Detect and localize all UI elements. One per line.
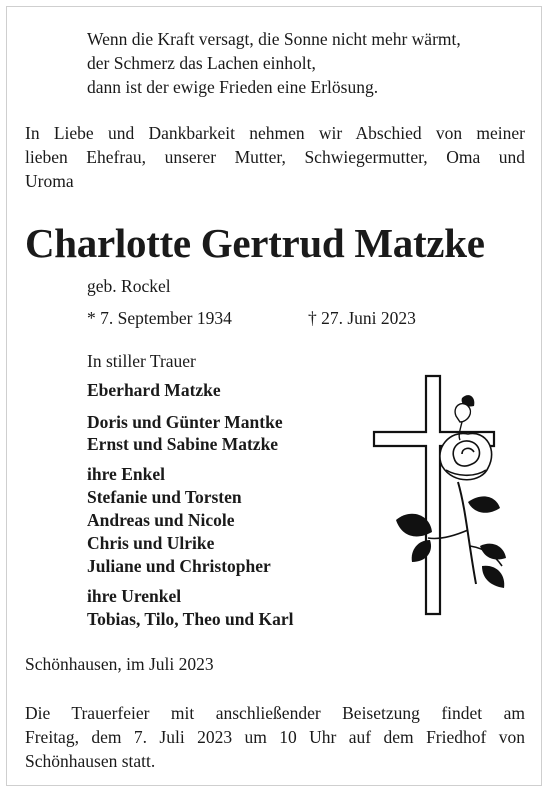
funeral-line-3: Schönhausen statt. (25, 751, 156, 771)
poem-line-2: der Schmerz das Lachen einholt, (87, 53, 316, 73)
intro-line-1: In Liebe und Dankbarkeit nehmen wir Abschied von meiner (25, 123, 525, 143)
poem-line-3: dann ist der ewige Frieden eine Erlösung. (87, 77, 379, 97)
intro-line-2: lieben Ehefrau, unserer Mutter, Schwiegermutter, Oma und (25, 147, 525, 167)
death-date: † 27. Juni 2023 (308, 308, 416, 328)
birth-date: * 7. September 1934 (87, 308, 232, 328)
great-grandchildren-label: ihre Urenkel (87, 586, 182, 606)
mourners-intro: In stiller Trauer (87, 351, 196, 371)
cross-with-rose-icon (370, 370, 510, 620)
grandchildren-label: ihre Enkel (87, 464, 165, 484)
funeral-line-2: Freitag, dem 7. Juli 2023 um 10 Uhr auf dem Friedhof von (25, 727, 525, 747)
grandchild-3: Chris und Ulrike (87, 533, 215, 553)
maiden-name: geb. Rockel (87, 276, 171, 296)
deceased-name: Charlotte Gertrud Matzke (25, 220, 485, 266)
place-date: Schönhausen, im Juli 2023 (25, 654, 214, 674)
mourner-child-1: Doris und Günter Mantke (87, 412, 283, 432)
intro-line-3: Uroma (25, 171, 74, 191)
grandchild-2: Andreas und Nicole (87, 510, 235, 530)
poem-line-1: Wenn die Kraft versagt, die Sonne nicht mehr wärmt, (87, 29, 461, 49)
grandchild-1: Stefanie und Torsten (87, 487, 242, 507)
mourner-child-2: Ernst und Sabine Matzke (87, 434, 279, 454)
funeral-line-1: Die Trauerfeier mit anschließender Beisetzung findet am (25, 703, 525, 723)
great-grandchildren: Tobias, Tilo, Theo und Karl (87, 609, 294, 629)
grandchild-4: Juliane und Christopher (87, 556, 271, 576)
mourner-spouse: Eberhard Matzke (87, 380, 221, 400)
